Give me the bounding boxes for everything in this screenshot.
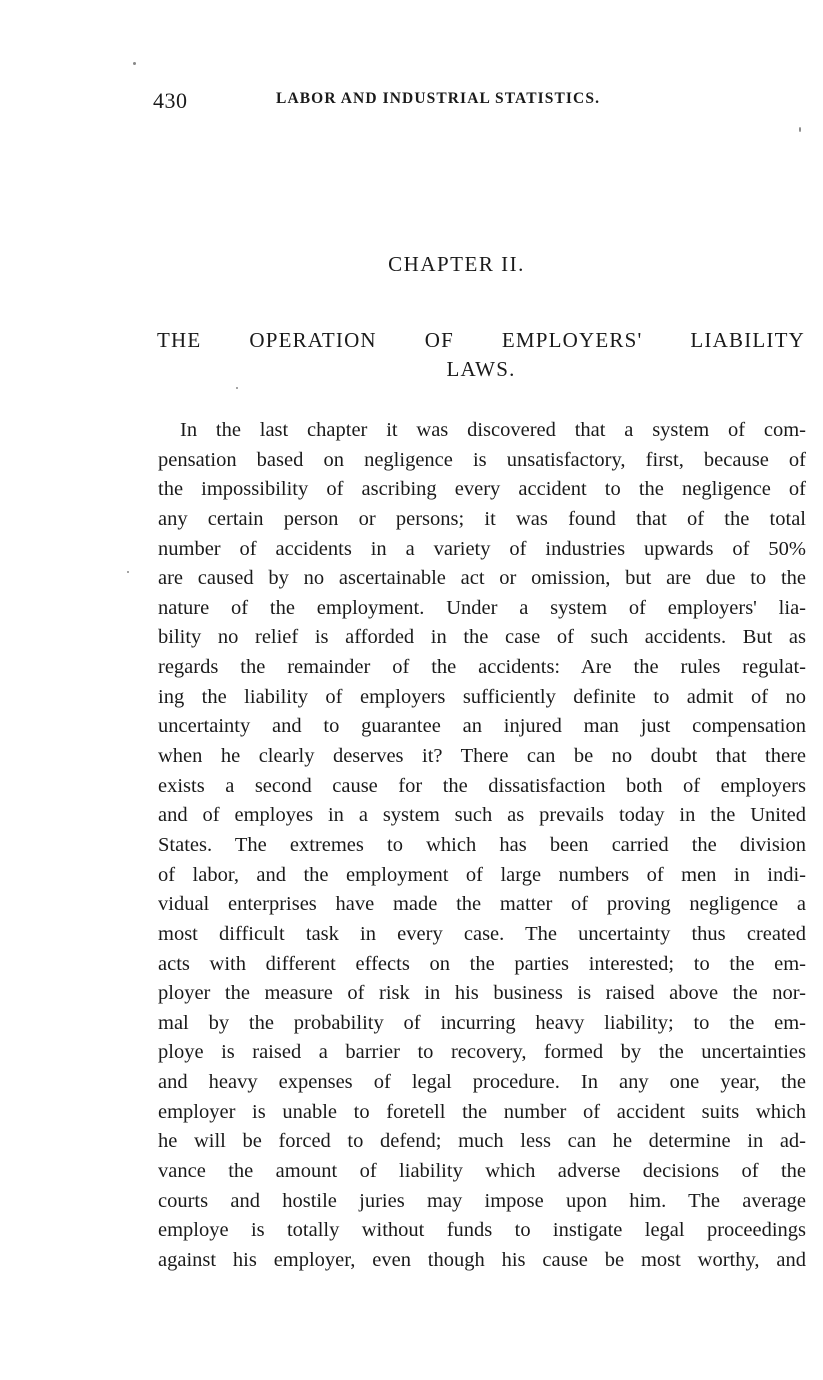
text-line: In the last chapter it was discovered that a system of com-: [180, 419, 806, 441]
text-line: number of accidents in a variety of industries upwards of 50%: [158, 537, 806, 560]
text-line: ploye is raised a barrier to recovery, formed by the uncertainties: [158, 1041, 806, 1064]
text-line: the impossibility of ascribing every accident to the negligence of: [158, 478, 806, 501]
text-line: against his employer, even though his cause be most worthy, and: [158, 1248, 806, 1271]
text-line: States. The extremes to which has been carried the division: [158, 833, 806, 856]
running-header: [153, 88, 678, 118]
text-line: he will be forced to defend; much less can he determine in ad-: [158, 1130, 806, 1153]
text-line: courts and hostile juries may impose upon him. The average: [158, 1189, 806, 1212]
text-line: bility no relief is afforded in the case of such accidents. But as: [158, 626, 806, 649]
running-title: LABOR AND INDUSTRIAL STATISTICS.: [276, 90, 601, 107]
text-line: regards the remainder of the accidents: Are the rules regulat-: [158, 656, 806, 679]
text-line: ing the liability of employers sufficiently definite to admit of no: [158, 685, 806, 708]
text-line: acts with different effects on the parties interested; to the em-: [158, 952, 806, 975]
text-line: are caused by no ascertainable act or omission, but are due to the: [158, 567, 806, 590]
scan-speck: [127, 571, 129, 573]
text-line: vance the amount of liability which adverse decisions of the: [158, 1160, 806, 1183]
chapter-number: CHAPTER II.: [388, 252, 525, 276]
scan-speck: [799, 127, 801, 132]
text-line: nature of the employment. Under a system of employers' lia-: [158, 596, 806, 619]
text-line: vidual enterprises have made the matter of proving negligence a: [158, 893, 806, 916]
text-line: any certain person or persons; it was found that of the total: [158, 507, 806, 530]
text-line: ployer the measure of risk in his business is raised above the nor-: [158, 982, 806, 1005]
text-line: exists a second cause for the dissatisfaction both of employers: [158, 774, 806, 797]
scan-speck: [236, 387, 238, 389]
body-paragraph: [158, 416, 806, 1276]
text-line: when he clearly deserves it? There can be no doubt that there: [158, 745, 806, 768]
text-line: uncertainty and to guarantee an injured man just compensation: [158, 715, 806, 738]
text-line: and of employes in a system such as prevails today in the United: [158, 804, 806, 827]
text-line: employer is unable to foretell the number of accident suits which: [158, 1100, 806, 1123]
chapter-title: THE OPERATION OF EMPLOYERS' LIABILITY LAWS.: [157, 328, 805, 381]
page-number: 430: [153, 88, 188, 113]
text-line: most difficult task in every case. The uncertainty thus created: [158, 922, 806, 945]
text-line: employe is totally without funds to instigate legal proceedings: [158, 1219, 806, 1242]
scan-speck: [133, 62, 136, 65]
text-line: mal by the probability of incurring heavy liability; to the em-: [158, 1011, 806, 1034]
text-line: pensation based on negligence is unsatisfactory, first, because of: [158, 448, 806, 471]
text-line: of labor, and the employment of large numbers of men in indi-: [158, 863, 806, 886]
text-line: and heavy expenses of legal procedure. In any one year, the: [158, 1071, 806, 1094]
